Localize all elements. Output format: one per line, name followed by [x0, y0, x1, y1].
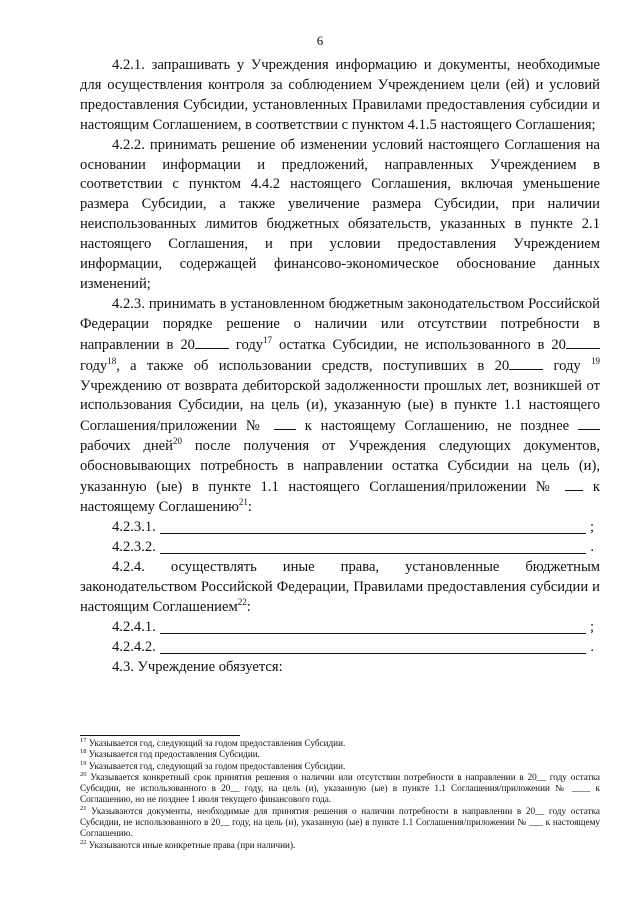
footnote-ref: 18 [107, 355, 117, 366]
clause-text: : [246, 598, 251, 615]
clause-text: 4.2.4. осуществлять иные права, установленные бюджетным законодательством Российской Федерации, Правилами предоставления субсидии и настоящим Соглашением [80, 558, 600, 615]
footnote-18 [80, 749, 600, 760]
clause-text: 4.2.3. принимать в установленном бюджетным законодательством Российской Федерации порядке решение о наличии или отсутствии потребности в направлении в 20 [80, 295, 600, 353]
document-body [80, 56, 600, 677]
clause-text: к настоящему Соглашению, не позднее [295, 418, 578, 435]
footnote-number: 19 [80, 759, 87, 767]
item-end: ; [589, 518, 594, 535]
footnote-text: Указывается год предоставления Субсидии. [86, 749, 260, 760]
item-4-2-4-2 [80, 638, 600, 658]
footnote-text: Указываются документы, необходимые для принятия решения о наличии потребности в направлении в 20__ году остатка Субсидии, не использованного в 20__ году, на цель (и), указанную (ые) в пункте 1.1 Соглашения/приложении № ___ к настоящему Соглашению. [80, 805, 600, 839]
clause-text: году [228, 336, 264, 353]
clause-text: рабочих дней [80, 438, 173, 455]
fill-line [160, 533, 586, 534]
clause-text: году [543, 357, 591, 374]
item-4-2-3-2 [80, 538, 600, 558]
clause-4-3: 4.3. Учреждение обязуется: [112, 658, 283, 675]
clause-text: , а также об использовании средств, поступивших в 20 [116, 357, 510, 374]
clause-4-2-4 [80, 558, 600, 618]
item-end: . [590, 538, 594, 555]
footnote-19 [80, 761, 600, 772]
footnote-22 [80, 840, 600, 851]
clause-text: после получения от Учреждения следующих документов, обосновывающих потребность в направлении остатка Субсидии на цель (и), указанную (ые) в пункте 1.1 настоящего Соглашения/приложении № [80, 438, 600, 496]
year-blank [195, 335, 229, 349]
footnote-ref: 20 [172, 436, 182, 447]
clause-text: остатка Субсидии, не использованного в 20 [272, 336, 566, 353]
footnote-20 [80, 772, 600, 806]
days-blank [578, 416, 600, 430]
clause-text: году [80, 357, 108, 374]
footnote-17 [80, 738, 600, 749]
footnote-ref: 22 [237, 596, 247, 607]
item-label: 4.2.4.1. [112, 618, 156, 635]
footnote-ref: 17 [263, 334, 273, 345]
footnote-number: 18 [80, 748, 87, 756]
number-blank [565, 477, 583, 491]
item-label: 4.2.3.2. [112, 538, 156, 555]
clause-4-2-1-text: 4.2.1. запрашивать у Учреждения информацию и документы, необходимые для осуществления контроля за соблюдением Учреждением цели (ей) и условий предоставления Субсидии, установленных Правилами предоставления субсидии и настоящим Соглашением, в соответствии с пунктом 4.1.5 настоящего Соглашения; [80, 57, 600, 133]
footnote-number: 17 [80, 736, 87, 744]
clause-text: к настоящему Соглашению [80, 479, 600, 515]
clause-text: Учреждению от возврата дебиторской задолженности прошлых лет, возникшей от использования Субсидии, на цель (и), указанную (ые) в пункте 1.1 настоящего Соглашения/приложении № [80, 377, 600, 435]
footnote-number: 21 [80, 804, 87, 812]
footnote-text: Указывается год, следующий за годом предоставления Субсидии. [86, 738, 346, 748]
footnote-ref: 21 [238, 497, 248, 508]
item-label: 4.2.4.2. [112, 638, 156, 655]
number-blank [274, 416, 296, 430]
fill-line [160, 653, 586, 654]
item-end: . [590, 638, 594, 655]
clause-4-2-3 [80, 295, 600, 518]
item-4-2-4-1 [80, 618, 600, 638]
item-4-2-3-1 [80, 518, 600, 538]
item-label: 4.2.3.1. [112, 518, 156, 535]
footnote-ref: 19 [591, 355, 600, 366]
page-number: 6 [316, 33, 324, 48]
fill-line [160, 633, 586, 634]
footnote-separator [80, 735, 240, 736]
clause-4-2-1 [80, 56, 600, 136]
footnote-text: Указывается год, следующий за годом предоставления Субсидии. [86, 760, 346, 771]
clause-text: : [247, 498, 252, 515]
footnote-21 [80, 806, 600, 840]
item-end: ; [589, 618, 594, 635]
footnote-text: Указывается конкретный срок принятия решения о наличии или отсутствии потребности в направлении в 20__ году остатка Субсидии, не использованного в 20__ году, на цель (и), указанную (ые) в пункте 1.1 Соглашения/приложении № ____ к Соглашению, но не позднее 1 июля текущего финансового года. [80, 771, 600, 805]
footnote-text: Указываются иные конкретные права (при наличии). [86, 839, 296, 850]
footnotes [80, 738, 600, 851]
year-blank [566, 335, 600, 349]
year-blank [509, 356, 543, 370]
fill-line [160, 553, 586, 554]
footnote-number: 20 [80, 770, 87, 778]
clause-4-2-2: 4.2.2. принимать решение об изменении условий настоящего Соглашения на основании информации и предложений, направленных Учреждением в соответствии с пунктом 4.4.2 настоящего Соглашения, включая уменьшение размера Субсидии, а также увеличение размера Субсидии, при наличии неиспользованных лимитов бюджетных обязательств, указанных в пункте 2.1 настоящего Соглашения, и при условии предоставления Учреждением информации, содержащей финансово-экономическое обоснование данных изменений; [80, 136, 600, 292]
footnote-number: 22 [80, 838, 87, 846]
